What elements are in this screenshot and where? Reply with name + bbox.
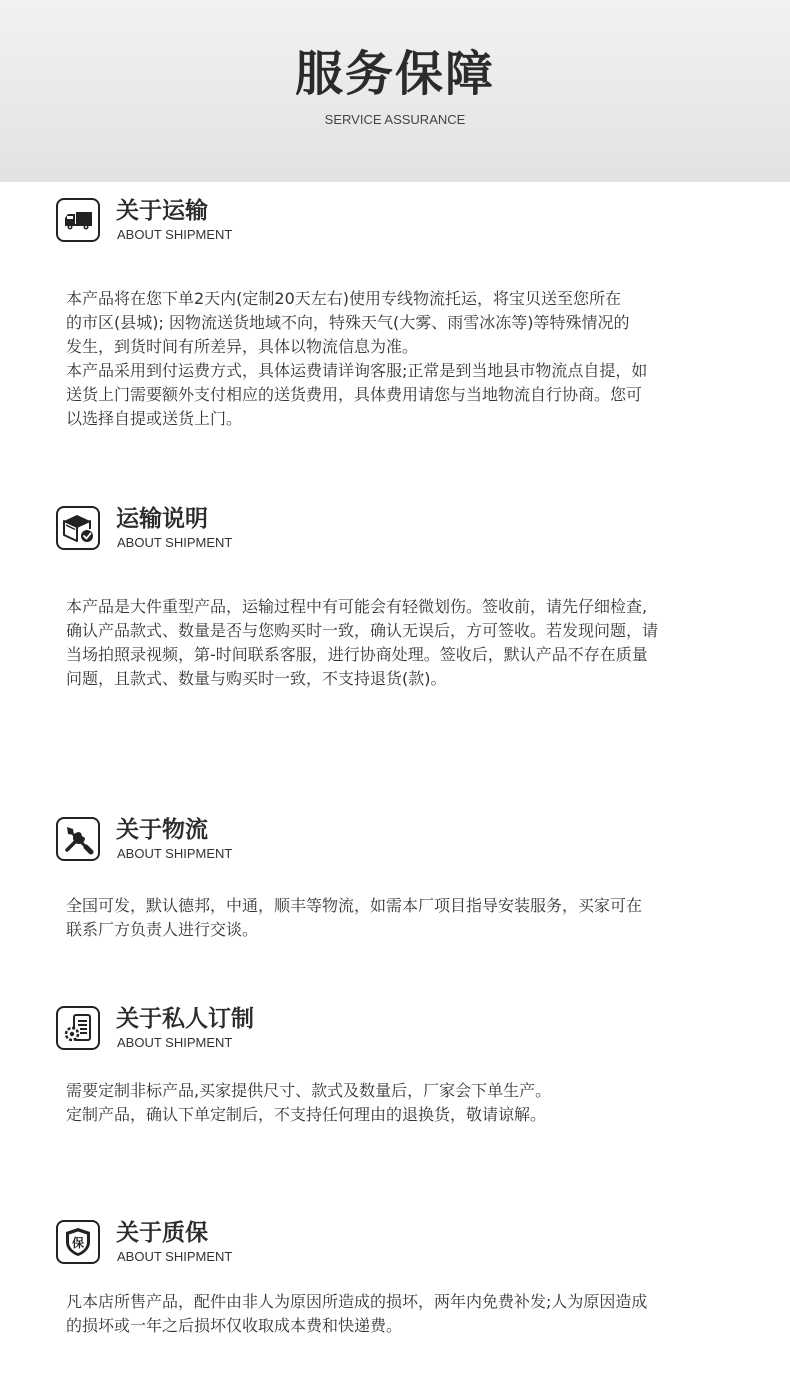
body-line: 发生，到货时间有所差异，具体以物流信息为准。 <box>66 337 419 356</box>
body-line: 联系厂方负责人进行交谈。 <box>66 920 259 939</box>
custom-document-gear-icon <box>56 1006 100 1050</box>
section-body <box>66 1290 706 1338</box>
tools-icon <box>56 817 100 861</box>
section-subtitle: ABOUT SHIPMENT <box>117 1249 233 1264</box>
body-line: 全国可发，默认德邦，中通，顺丰等物流，如需本厂项目指导安装服务，买家可在 <box>66 896 643 915</box>
section-title: 关于私人订制 <box>116 1006 254 1032</box>
body-line: 以选择自提或送货上门。 <box>66 409 243 428</box>
section-subtitle: ABOUT SHIPMENT <box>117 1035 233 1050</box>
body-line: 当场拍照录视频，第-时间联系客服，进行协商处理。签收后，默认产品不存在质量 <box>66 645 648 664</box>
section-title: 关于运输 <box>116 198 208 224</box>
body-line: 送货上门需要额外支付相应的送货费用，具体费用请您与当地物流自行协商。您可 <box>66 385 643 404</box>
header-banner <box>0 0 790 182</box>
body-line: 本产品采用到付运费方式，具体运费请详询客服;正常是到当地县市物流点自提，如 <box>66 361 648 380</box>
section-title: 关于物流 <box>116 817 208 843</box>
body-line: 本产品将在您下单2天内(定制20天左右)使用专线物流托运，将宝贝送至您所在 <box>66 289 622 308</box>
body-line: 定制产品，确认下单定制后，不支持任何理由的退换货，敬请谅解。 <box>66 1105 547 1124</box>
truck-icon <box>56 198 100 242</box>
page-subtitle: SERVICE ASSURANCE <box>324 112 466 127</box>
section-body <box>66 287 706 431</box>
body-line: 本产品是大件重型产品，运输过程中有可能会有轻微划伤。签收前，请先仔细检查, <box>66 597 648 616</box>
section-subtitle: ABOUT SHIPMENT <box>117 227 233 242</box>
warranty-badge-text: 保 <box>71 1236 85 1250</box>
section-title: 运输说明 <box>116 506 208 532</box>
body-line: 凡本店所售产品，配件由非人为原因所造成的损坏，两年内免费补发;人为原因造成 <box>66 1292 648 1311</box>
body-line: 的损坏或一年之后损坏仅收取成本费和快递费。 <box>66 1316 403 1335</box>
warranty-shield-icon <box>56 1220 100 1264</box>
package-check-icon <box>56 506 100 550</box>
section-body <box>66 894 706 942</box>
section-subtitle: ABOUT SHIPMENT <box>117 846 233 861</box>
section-body <box>66 1079 706 1127</box>
body-line: 问题，且款式、数量与购买时一致，不支持退货(款)。 <box>66 669 447 688</box>
body-line: 的市区(县城); 因物流送货地域不向，特殊天气(大雾、雨雪冰冻等)等特殊情况的 <box>66 313 630 332</box>
section-title: 关于质保 <box>116 1220 208 1246</box>
body-line: 需要定制非标产品,买家提供尺寸、款式及数量后，厂家会下单生产。 <box>66 1081 552 1100</box>
body-line: 确认产品款式、数量是否与您购买时一致，确认无误后，方可签收。若发现问题，请 <box>66 621 659 640</box>
section-subtitle: ABOUT SHIPMENT <box>117 535 233 550</box>
page-title: 服务保障 <box>294 46 495 102</box>
section-body <box>66 595 706 691</box>
